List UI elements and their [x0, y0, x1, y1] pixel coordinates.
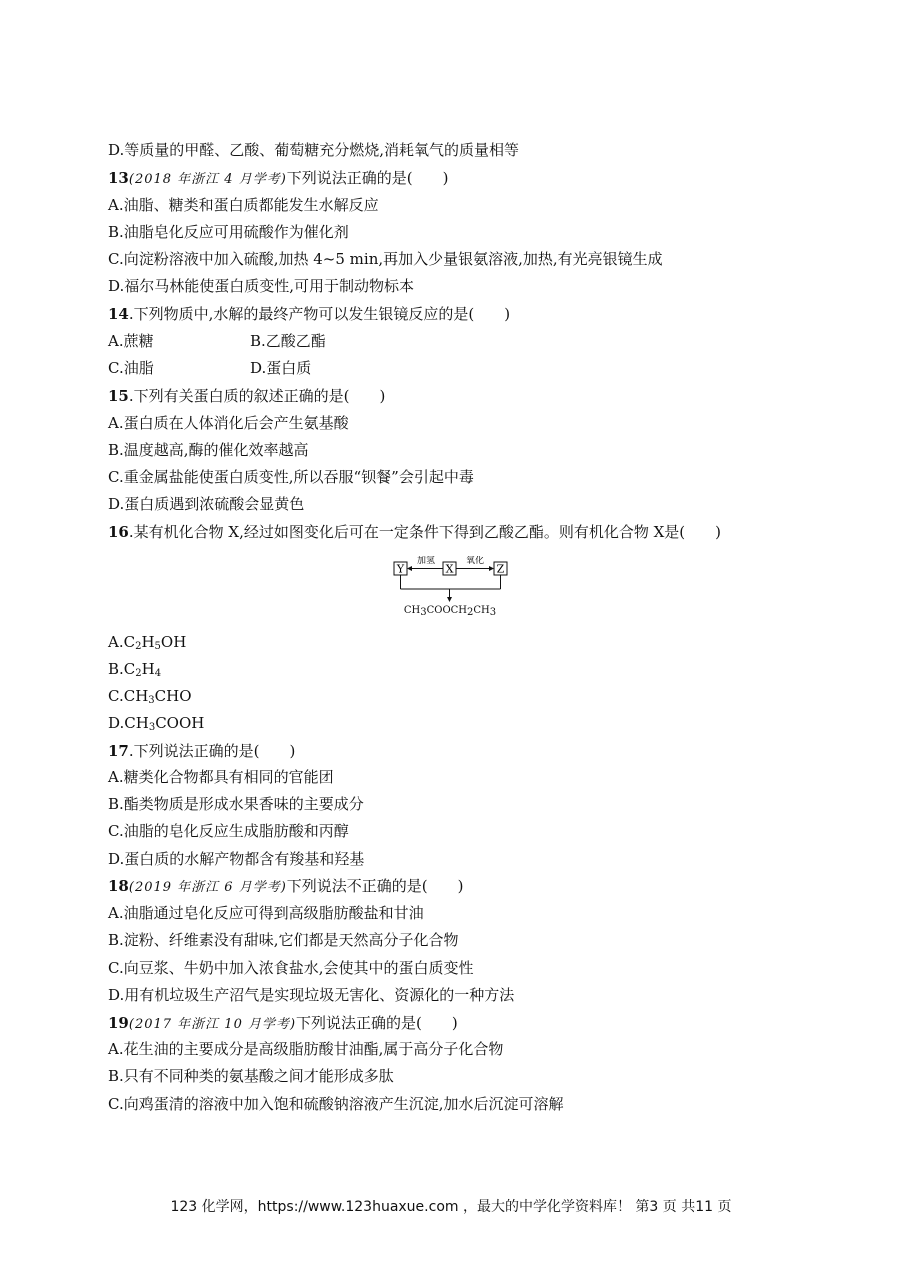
question-source: (2019 年浙江 6 月学考)	[128, 880, 287, 895]
question-stem: 下列说法正确的是( )	[296, 1014, 458, 1032]
question-16	[108, 522, 721, 542]
question-number: 16	[108, 523, 129, 541]
question-source: (2018 年浙江 4 月学考)	[128, 172, 287, 187]
option-q13-d: D.福尔马林能使蛋白质变性,可用于制动物标本	[108, 277, 415, 295]
question-19	[108, 1013, 458, 1035]
question-15	[108, 386, 385, 406]
option-q17-b: B.酯类物质是形成水果香味的主要成分	[108, 795, 364, 813]
question-13	[108, 168, 449, 190]
option-q18-a: A.油脂通过皂化反应可得到高级脂肪酸盐和甘油	[108, 904, 424, 922]
connector-down-head	[447, 597, 452, 602]
option-q16-c: $C.CH_3CHO$	[108, 687, 192, 706]
option-q14-a: A.蔗糖	[108, 332, 154, 350]
option-q16-b: $B.C_2H_4$	[108, 660, 162, 679]
question-18	[108, 876, 464, 898]
option-q19-b: B.只有不同种类的氨基酸之间才能形成多肽	[108, 1067, 394, 1085]
question-stem: .下列物质中,水解的最终产物可以发生银镜反应的是( )	[128, 305, 511, 323]
question-number: 14	[108, 305, 129, 323]
question-number: 17	[108, 742, 129, 760]
question-number: 19	[108, 1014, 129, 1032]
question-stem: .某有机化合物 X,经过如图变化后可在一定条件下得到乙酸乙酯。则有机化合物 X是( )	[128, 523, 722, 541]
option-q18-c: C.向豆浆、牛奶中加入浓食盐水,会使其中的蛋白质变性	[108, 959, 474, 977]
option-q13-a: A.油脂、糖类和蛋白质都能发生水解反应	[108, 196, 379, 214]
question-source: (2017 年浙江 10 月学考)	[128, 1017, 297, 1032]
page-footer: 123 化学网，https://www.123huaxue.com ，最大的中学化学资料库！ 第3 页 共11 页	[170, 1199, 732, 1215]
question-17	[108, 741, 295, 761]
question-number: 15	[108, 387, 129, 405]
options-q14-cd	[108, 358, 508, 378]
question-number: 18	[108, 877, 129, 895]
option-q18-b: B.淀粉、纤维素没有甜味,它们都是天然高分子化合物	[108, 931, 459, 949]
option-q17-a: A.糖类化合物都具有相同的官能团	[108, 768, 334, 786]
option-q15-d: D.蛋白质遇到浓硫酸会显黄色	[108, 495, 305, 513]
question-stem: .下列有关蛋白质的叙述正确的是( )	[128, 387, 386, 405]
box-y-label: Y	[396, 562, 405, 576]
option-q17-c: C.油脂的皂化反应生成脂肪酸和丙醇	[108, 822, 349, 840]
question-stem: .下列说法正确的是( )	[128, 742, 296, 760]
option-q13-b: B.油脂皂化反应可用硫酸作为催化剂	[108, 223, 349, 241]
option-q15-c: C.重金属盐能使蛋白质变性,所以吞服“钡餐”会引起中毒	[108, 468, 474, 486]
arrow-oxidation-label: 氧化	[465, 556, 485, 566]
option-q19-a: A.花生油的主要成分是高级脂肪酸甘油酯,属于高分子化合物	[108, 1040, 504, 1058]
box-z-label: Z	[496, 562, 505, 576]
option-q18-d: D.用有机垃圾生产沼气是实现垃圾无害化、资源化的一种方法	[108, 986, 515, 1004]
option-q15-b: B.温度越高,酶的催化效率越高	[108, 441, 309, 459]
option-q14-c: C.油脂	[108, 359, 154, 377]
option-q12-d: D.等质量的甲醛、乙酸、葡萄糖充分燃烧,消耗氧气的质量相等	[108, 141, 520, 159]
question-stem: 下列说法不正确的是( )	[286, 877, 464, 895]
reaction-diagram	[390, 556, 510, 626]
option-q19-c: C.向鸡蛋清的溶液中加入饱和硫酸钠溶液产生沉淀,加水后沉淀可溶解	[108, 1095, 564, 1113]
arrow-oxidation-head	[489, 566, 494, 571]
option-q14-d: D.蛋白质	[250, 359, 312, 377]
options-q14-ab	[108, 331, 508, 351]
arrow-hydrogenation-label: 加氢	[416, 556, 436, 566]
question-stem: 下列说法正确的是( )	[286, 169, 449, 187]
option-q15-a: A.蛋白质在人体消化后会产生氨基酸	[108, 414, 349, 432]
product-formula: $CH_3COOCH_2CH_3$	[403, 605, 497, 618]
option-q16-a: $A.C_2H_5OH$	[108, 633, 187, 652]
option-q16-d: $D.CH_3COOH$	[108, 714, 205, 733]
box-x-label: X	[445, 562, 454, 576]
option-q17-d: D.蛋白质的水解产物都含有羧基和羟基	[108, 850, 365, 868]
arrow-hydrogenation-head	[407, 566, 412, 571]
question-14	[108, 304, 510, 324]
question-number: 13	[108, 169, 129, 187]
option-q14-b: B.乙酸乙酯	[250, 332, 326, 350]
option-q13-c: C.向淀粉溶液中加入硫酸,加热 4~5 min,再加入少量银氨溶液,加热,有光亮银镜生成	[108, 250, 663, 268]
